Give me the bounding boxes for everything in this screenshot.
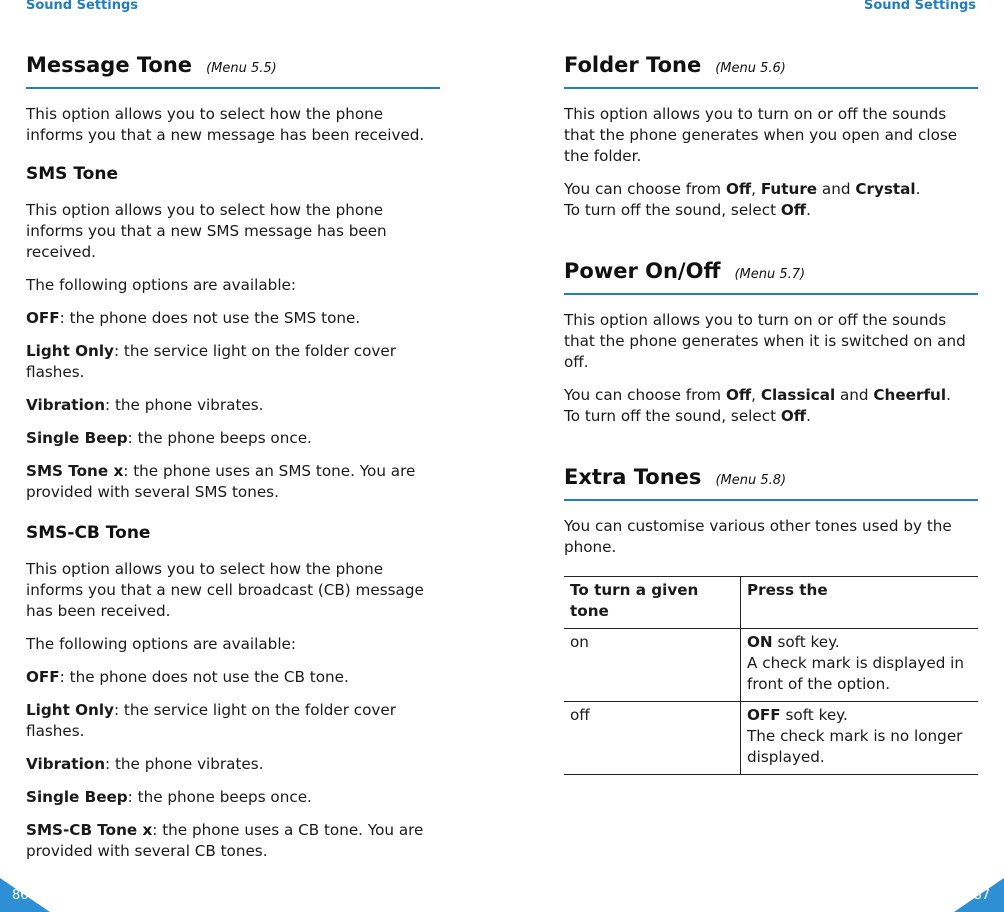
page-number: 86	[12, 888, 29, 903]
option-item	[26, 667, 440, 688]
paragraph	[564, 385, 978, 427]
paragraph: The following options are available:	[26, 276, 297, 294]
option-desc: : the phone does not use the SMS tone.	[59, 309, 361, 327]
option-term: Off	[780, 407, 807, 425]
text: A check mark is displayed in front of the option.	[747, 654, 965, 693]
option-term: Vibration	[26, 396, 106, 414]
table-header-cell: To turn a given tone	[564, 577, 741, 629]
option-term: Off	[725, 386, 752, 404]
text: soft key.	[780, 706, 848, 724]
menu-ref: (Menu 5.6)	[715, 61, 786, 76]
table-cell: off	[564, 702, 741, 775]
option-item	[26, 395, 440, 416]
text: .	[806, 407, 811, 425]
paragraph	[564, 179, 978, 221]
section-title-folder-tone	[564, 52, 978, 89]
option-term: Light Only	[26, 342, 114, 360]
option-term: Off	[725, 180, 752, 198]
option-item	[26, 461, 440, 503]
option-desc: : the phone uses an SMS tone. You are provided with several SMS tones.	[26, 462, 416, 501]
text: You can choose from	[564, 386, 726, 404]
section-title-power-onoff	[564, 258, 978, 295]
table-cell	[741, 629, 979, 702]
option-term: Classical	[760, 386, 836, 404]
text: soft key.	[772, 633, 840, 651]
page-number: 87	[973, 888, 990, 903]
text: ,	[751, 386, 761, 404]
text: ,	[751, 180, 761, 198]
table-row	[564, 629, 978, 702]
option-item	[26, 308, 440, 329]
soft-key-label: ON	[747, 633, 773, 651]
option-desc: : the service light on the folder cover flashes.	[26, 701, 396, 740]
table-row	[564, 702, 978, 775]
option-desc: : the phone beeps once.	[127, 788, 312, 806]
option-term: Crystal	[855, 180, 916, 198]
text: .	[806, 201, 811, 219]
option-item	[26, 820, 440, 862]
paragraph: This option allows you to turn on or off the sounds that the phone generates when it is switched on and off.	[564, 311, 966, 371]
subheading-sms-tone: SMS Tone	[26, 164, 118, 184]
paragraph: This option allows you to select how the phone informs you that a new message has been received.	[26, 105, 425, 144]
section-title-text: Extra Tones	[564, 465, 702, 489]
text: .	[915, 180, 921, 198]
running-header: Sound Settings	[864, 0, 976, 13]
option-term: Single Beep	[26, 788, 128, 806]
running-header: Sound Settings	[26, 0, 138, 13]
menu-ref: (Menu 5.7)	[734, 267, 806, 282]
table-cell: on	[564, 629, 741, 702]
section-title-text: Message Tone	[26, 53, 193, 77]
option-item	[26, 787, 440, 808]
text: You can choose from	[564, 180, 726, 198]
left-content	[26, 52, 440, 862]
option-term: Future	[760, 180, 818, 198]
right-page	[502, 0, 1004, 912]
option-desc: : the service light on the folder cover flashes.	[26, 342, 396, 381]
text: To turn off the sound, select	[564, 201, 781, 219]
paragraph: This option allows you to select how the phone informs you that a new cell broadcast (CB) message has been received.	[26, 560, 424, 620]
option-desc: : the phone vibrates.	[105, 396, 264, 414]
menu-ref: (Menu 5.5)	[206, 61, 277, 76]
option-desc: : the phone does not use the CB tone.	[59, 668, 349, 686]
option-item	[26, 341, 440, 383]
option-item	[26, 700, 440, 742]
table-cell	[741, 702, 979, 775]
text: and	[835, 386, 874, 404]
option-term: OFF	[26, 668, 60, 686]
option-term: OFF	[26, 309, 60, 327]
option-term: Cheerful	[873, 386, 947, 404]
section-title-message-tone	[26, 52, 440, 89]
option-desc: : the phone uses a CB tone. You are provided with several CB tones.	[26, 821, 424, 860]
section-title-text: Power On/Off	[564, 259, 721, 283]
paragraph: You can customise various other tones used by the phone.	[564, 517, 952, 556]
extra-tones-table	[564, 576, 978, 775]
option-item	[26, 754, 440, 775]
text: .	[946, 386, 951, 404]
option-term: Single Beep	[26, 429, 128, 447]
table-header-row	[564, 577, 978, 629]
soft-key-label: OFF	[747, 706, 781, 724]
option-desc: : the phone beeps once.	[127, 429, 312, 447]
text: The check mark is no longer displayed.	[747, 727, 963, 766]
option-item	[26, 428, 440, 449]
paragraph: This option allows you to select how the phone informs you that a new SMS message has been received.	[26, 201, 387, 261]
section-title-extra-tones	[564, 464, 978, 501]
subheading-smscb-tone: SMS-CB Tone	[26, 523, 151, 543]
option-desc: : the phone vibrates.	[105, 755, 264, 773]
text: To turn off the sound, select	[564, 407, 781, 425]
table-header-cell: Press the	[741, 577, 979, 629]
right-content	[564, 52, 978, 775]
option-term: Off	[780, 201, 807, 219]
menu-ref: (Menu 5.8)	[715, 473, 787, 488]
text: and	[817, 180, 856, 198]
section-title-text: Folder Tone	[564, 53, 702, 77]
paragraph: This option allows you to turn on or off the sounds that the phone generates when you open and close the folder.	[564, 105, 958, 165]
option-term: Vibration	[26, 755, 106, 773]
paragraph: The following options are available:	[26, 635, 297, 653]
option-term: SMS-CB Tone x	[26, 821, 153, 839]
option-term: Light Only	[26, 701, 114, 719]
option-term: SMS Tone x	[26, 462, 124, 480]
